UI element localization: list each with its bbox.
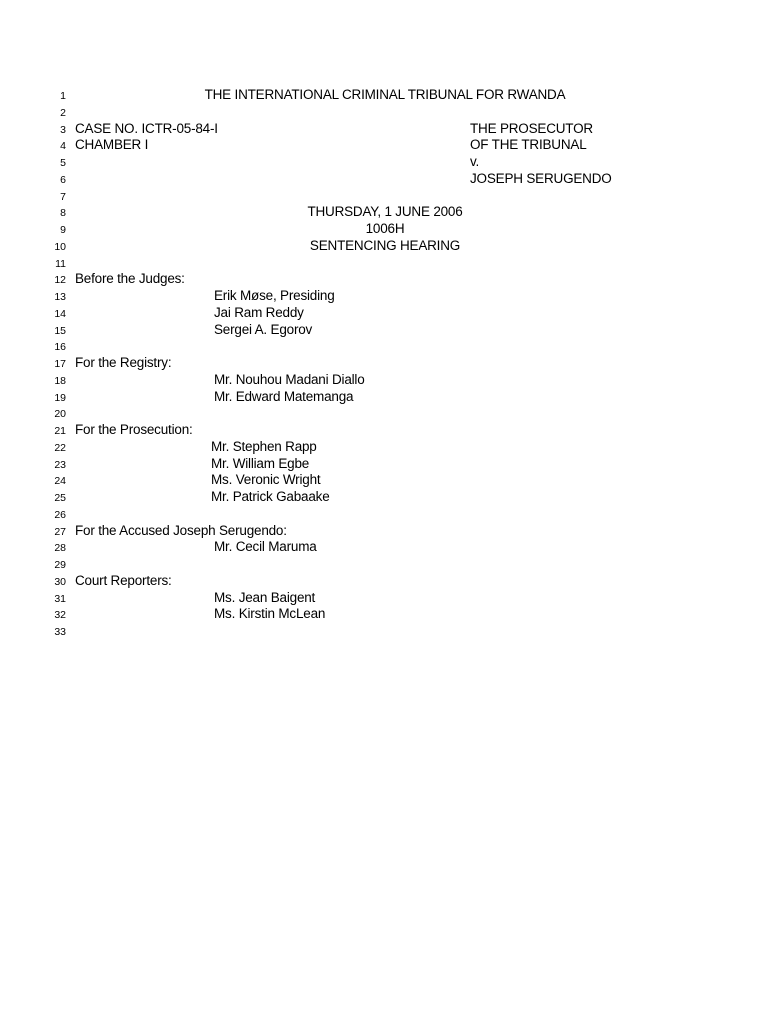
line-number: 29	[54, 559, 66, 571]
session-time: 1006H	[365, 221, 405, 236]
line-17	[0, 355, 770, 372]
accused-name: JOSEPH SERUGENDO	[470, 170, 612, 186]
line-12	[0, 271, 770, 288]
line-8	[0, 204, 770, 221]
line-31	[0, 590, 770, 607]
line-15	[0, 322, 770, 339]
line-number: 1	[60, 90, 66, 102]
line-number: 25	[54, 492, 66, 504]
defence-label: For the Accused Joseph Serugendo:	[75, 522, 287, 538]
line-number: 20	[54, 408, 66, 421]
line-24	[0, 472, 770, 489]
line-number: 14	[54, 307, 66, 320]
line-number: 6	[60, 173, 66, 186]
tribunal-title: THE INTERNATIONAL CRIMINAL TRIBUNAL FOR RWANDA	[204, 87, 566, 102]
line-18	[0, 372, 770, 389]
line-number: 8	[60, 207, 66, 220]
line-number: 17	[54, 358, 66, 370]
reporters-label: Court Reporters:	[75, 572, 172, 588]
session-type: SENTENCING HEARING	[309, 237, 461, 253]
prosecution-name: Mr. William Egbe	[211, 455, 310, 471]
line-19	[0, 389, 770, 406]
defence-name: Mr. Cecil Maruma	[214, 539, 317, 555]
line-number: 27	[54, 525, 66, 538]
line-number: 21	[54, 425, 66, 437]
line-1	[0, 87, 770, 104]
party-tribunal: OF THE TRIBUNAL	[470, 137, 587, 153]
line-number: 4	[60, 140, 66, 153]
reporter-name: Ms. Kirstin McLean	[214, 606, 326, 622]
versus: v.	[470, 154, 480, 169]
line-number: 31	[54, 592, 66, 605]
line-number: 22	[54, 441, 66, 454]
chamber: CHAMBER I	[75, 137, 149, 153]
line-number: 7	[60, 190, 66, 203]
line-16	[0, 338, 770, 355]
line-number: 30	[54, 575, 66, 588]
line-number: 26	[54, 508, 66, 521]
line-number: 16	[54, 341, 66, 354]
line-number: 18	[54, 374, 66, 387]
line-29	[0, 556, 770, 573]
line-number: 24	[54, 475, 66, 488]
line-11	[0, 255, 770, 272]
line-9	[0, 221, 770, 238]
party-prosecutor: THE PROSECUTOR	[470, 120, 593, 136]
line-25	[0, 489, 770, 506]
prosecution-name: Mr. Stephen Rapp	[211, 438, 317, 454]
line-number: 32	[54, 609, 66, 622]
line-13	[0, 288, 770, 305]
line-number: 13	[54, 291, 66, 303]
line-number: 11	[55, 257, 66, 270]
line-number: 12	[54, 274, 66, 287]
judges-label: Before the Judges:	[75, 271, 185, 287]
line-number: 23	[54, 458, 66, 471]
line-23	[0, 456, 770, 473]
line-22	[0, 439, 770, 456]
registry-name: Mr. Nouhou Madani Diallo	[214, 371, 365, 387]
line-3	[0, 121, 770, 138]
line-20	[0, 405, 770, 422]
registry-name: Mr. Edward Matemanga	[214, 388, 354, 404]
line-2	[0, 104, 770, 121]
line-10	[0, 238, 770, 255]
line-27	[0, 523, 770, 540]
judge-name: Jai Ram Reddy	[214, 304, 304, 320]
line-number: 19	[54, 391, 66, 404]
line-number: 28	[54, 542, 66, 555]
line-28	[0, 539, 770, 556]
session-date: THURSDAY, 1 JUNE 2006	[307, 204, 463, 220]
reporter-name: Ms. Jean Baigent	[214, 589, 316, 605]
line-32	[0, 606, 770, 623]
line-14	[0, 305, 770, 322]
registry-label: For the Registry:	[75, 355, 172, 370]
judge-name: Erik Møse, Presiding	[214, 288, 335, 303]
line-30	[0, 573, 770, 590]
line-number: 33	[54, 626, 66, 638]
line-number: 3	[60, 123, 66, 136]
line-7	[0, 188, 770, 205]
judge-name: Sergei A. Egorov	[214, 321, 313, 337]
line-4	[0, 137, 770, 154]
line-5	[0, 154, 770, 171]
prosecution-name: Ms. Veronic Wright	[211, 472, 321, 488]
line-6	[0, 171, 770, 188]
line-number: 5	[60, 157, 66, 169]
line-number: 2	[60, 106, 66, 119]
line-number: 10	[54, 240, 66, 253]
line-33	[0, 623, 770, 640]
line-number: 15	[54, 324, 66, 337]
line-26	[0, 506, 770, 523]
case-number: CASE NO. ICTR-05-84-I	[75, 120, 218, 136]
prosecution-name: Mr. Patrick Gabaake	[211, 489, 330, 504]
line-21	[0, 422, 770, 439]
prosecution-label: For the Prosecution:	[75, 422, 193, 437]
line-number: 9	[60, 224, 66, 236]
